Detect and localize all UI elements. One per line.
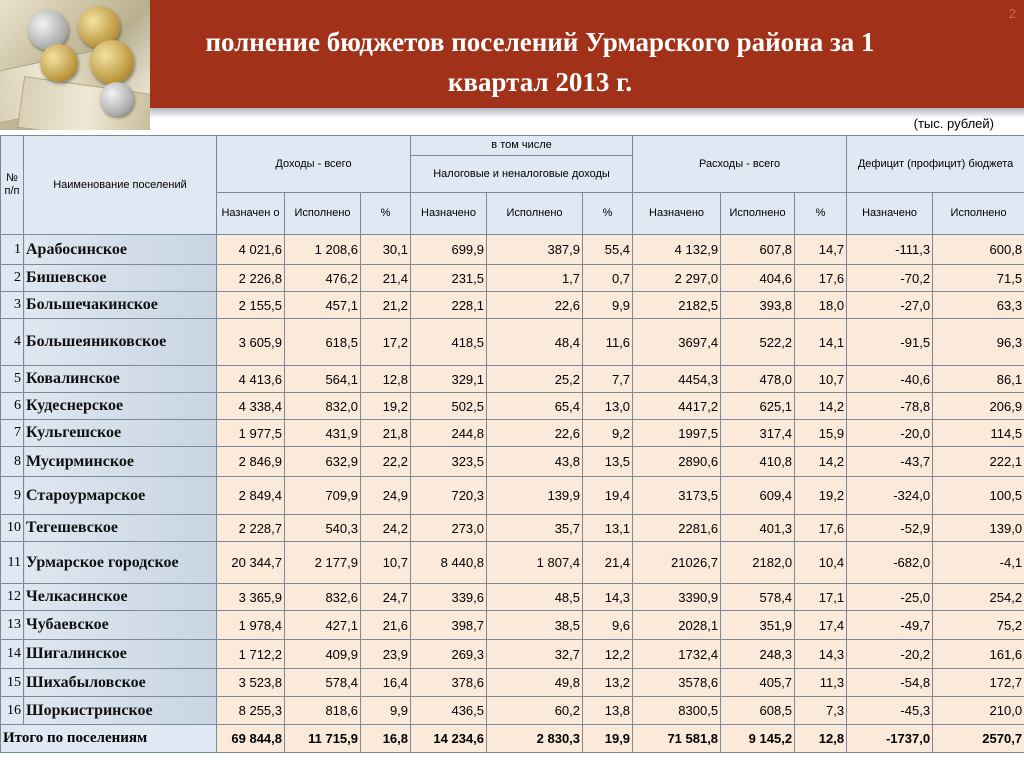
- cell-exp-a: 4454,3: [633, 366, 721, 393]
- cell-exp-a: 3173,5: [633, 477, 721, 515]
- cell-inc-p: 19,2: [361, 393, 411, 420]
- cell-exp-e: 401,3: [721, 515, 795, 542]
- cell-exp-e: 607,8: [721, 235, 795, 265]
- header-expenses-percent: %: [795, 193, 847, 235]
- cell-inc-p: 9,9: [361, 697, 411, 725]
- cell-tax-p: 55,4: [583, 235, 633, 265]
- cell-inc-a: 2 228,7: [217, 515, 285, 542]
- page-title: [140, 22, 940, 102]
- cell-tax-p: 12,2: [583, 640, 633, 669]
- total-inc-e: 11 715,9: [285, 725, 361, 753]
- cell-inc-e: 832,0: [285, 393, 361, 420]
- cell-exp-a: 3390,9: [633, 584, 721, 611]
- cell-exp-a: 4417,2: [633, 393, 721, 420]
- cell-def-e: 254,2: [933, 584, 1024, 611]
- cell-def-e: 172,7: [933, 669, 1024, 697]
- settlement-name: Челкасинское: [24, 584, 217, 611]
- table-row: [1, 265, 1024, 292]
- table-row: [1, 542, 1024, 584]
- cell-inc-a: 2 226,8: [217, 265, 285, 292]
- table-row: [1, 319, 1024, 366]
- cell-def-e: 71,5: [933, 265, 1024, 292]
- cell-tax-p: 13,8: [583, 697, 633, 725]
- cell-def-e: 210,0: [933, 697, 1024, 725]
- cell-tax-p: 0,7: [583, 265, 633, 292]
- cell-def-a: -40,6: [847, 366, 933, 393]
- total-inc-a: 69 844,8: [217, 725, 285, 753]
- row-number: 5: [1, 366, 24, 393]
- cell-def-a: -78,8: [847, 393, 933, 420]
- cell-exp-p: 14,2: [795, 393, 847, 420]
- cell-exp-e: 625,1: [721, 393, 795, 420]
- cell-inc-e: 618,5: [285, 319, 361, 366]
- cell-inc-e: 476,2: [285, 265, 361, 292]
- row-number: 12: [1, 584, 24, 611]
- cell-tax-a: 323,5: [411, 447, 487, 477]
- coin-graphic: [100, 82, 134, 116]
- cell-exp-p: 14,1: [795, 319, 847, 366]
- cell-inc-p: 17,2: [361, 319, 411, 366]
- slide-number: 2: [1008, 6, 1016, 21]
- cell-inc-a: 1 712,2: [217, 640, 285, 669]
- cell-def-e: 96,3: [933, 319, 1024, 366]
- header-deficit-executed: Исполнено: [933, 193, 1024, 235]
- total-inc-p: 16,8: [361, 725, 411, 753]
- total-tax-a: 14 234,6: [411, 725, 487, 753]
- cell-exp-e: 317,4: [721, 420, 795, 447]
- cell-tax-p: 9,2: [583, 420, 633, 447]
- total-exp-a: 71 581,8: [633, 725, 721, 753]
- table-row: [1, 477, 1024, 515]
- cell-inc-e: 431,9: [285, 420, 361, 447]
- cell-def-e: -4,1: [933, 542, 1024, 584]
- cell-inc-a: 1 977,5: [217, 420, 285, 447]
- settlement-name: Шоркистринское: [24, 697, 217, 725]
- cell-inc-a: 20 344,7: [217, 542, 285, 584]
- cell-def-e: 222,1: [933, 447, 1024, 477]
- cell-exp-p: 14,2: [795, 447, 847, 477]
- settlement-name: Большеяниковское: [24, 319, 217, 366]
- cell-tax-e: 139,9: [487, 477, 583, 515]
- cell-exp-p: 11,3: [795, 669, 847, 697]
- cell-inc-a: 2 155,5: [217, 292, 285, 319]
- title-line-1: полнение бюджетов поселений Урмарского района за 1: [205, 27, 875, 57]
- cell-inc-e: 1 208,6: [285, 235, 361, 265]
- cell-inc-e: 2 177,9: [285, 542, 361, 584]
- cell-exp-p: 10,7: [795, 366, 847, 393]
- cell-inc-a: 2 849,4: [217, 477, 285, 515]
- cell-exp-p: 10,4: [795, 542, 847, 584]
- cell-tax-a: 8 440,8: [411, 542, 487, 584]
- cell-inc-a: 8 255,3: [217, 697, 285, 725]
- cell-exp-p: 17,6: [795, 515, 847, 542]
- table-row: [1, 640, 1024, 669]
- table-row: [1, 611, 1024, 640]
- budget-table: [0, 135, 1024, 753]
- cell-inc-e: 632,9: [285, 447, 361, 477]
- cell-exp-p: 14,7: [795, 235, 847, 265]
- row-number: 14: [1, 640, 24, 669]
- header-including: в том числе: [411, 136, 633, 156]
- settlement-name: Тегешевское: [24, 515, 217, 542]
- cell-exp-e: 404,6: [721, 265, 795, 292]
- header-expenses: Расходы - всего: [633, 136, 847, 193]
- settlement-name: Шихабыловское: [24, 669, 217, 697]
- cell-def-a: -324,0: [847, 477, 933, 515]
- cell-tax-e: 22,6: [487, 292, 583, 319]
- row-number: 8: [1, 447, 24, 477]
- settlement-name: Арабосинское: [24, 235, 217, 265]
- cell-inc-p: 24,2: [361, 515, 411, 542]
- cell-exp-a: 8300,5: [633, 697, 721, 725]
- cell-exp-p: 7,3: [795, 697, 847, 725]
- cell-inc-e: 409,9: [285, 640, 361, 669]
- cell-exp-e: 405,7: [721, 669, 795, 697]
- cell-tax-e: 48,4: [487, 319, 583, 366]
- cell-exp-a: 2890,6: [633, 447, 721, 477]
- header-name: Наименование поселений: [24, 136, 217, 235]
- cell-def-a: -52,9: [847, 515, 933, 542]
- table-row: [1, 420, 1024, 447]
- cell-inc-p: 21,4: [361, 265, 411, 292]
- cell-inc-a: 3 605,9: [217, 319, 285, 366]
- table-row: [1, 366, 1024, 393]
- settlement-name: Мусирминское: [24, 447, 217, 477]
- header-deficit-assigned: Назначено: [847, 193, 933, 235]
- cell-inc-e: 457,1: [285, 292, 361, 319]
- cell-exp-a: 2182,5: [633, 292, 721, 319]
- cell-exp-e: 609,4: [721, 477, 795, 515]
- cell-tax-e: 1,7: [487, 265, 583, 292]
- cell-tax-e: 60,2: [487, 697, 583, 725]
- cell-inc-e: 427,1: [285, 611, 361, 640]
- settlement-name: Шигалинское: [24, 640, 217, 669]
- table-body: [1, 235, 1024, 753]
- cell-exp-p: 19,2: [795, 477, 847, 515]
- cell-exp-a: 3578,6: [633, 669, 721, 697]
- row-number: 6: [1, 393, 24, 420]
- row-number: 16: [1, 697, 24, 725]
- cell-def-e: 75,2: [933, 611, 1024, 640]
- cell-exp-p: 14,3: [795, 640, 847, 669]
- cell-exp-a: 2028,1: [633, 611, 721, 640]
- cell-inc-a: 2 846,9: [217, 447, 285, 477]
- total-row: [1, 725, 1024, 753]
- cell-tax-e: 387,9: [487, 235, 583, 265]
- total-tax-p: 19,9: [583, 725, 633, 753]
- cell-exp-a: 4 132,9: [633, 235, 721, 265]
- header-expenses-assigned: Назначено: [633, 193, 721, 235]
- cell-inc-p: 21,2: [361, 292, 411, 319]
- cell-exp-p: 15,9: [795, 420, 847, 447]
- cell-def-e: 86,1: [933, 366, 1024, 393]
- header-tax-executed: Исполнено: [487, 193, 583, 235]
- cell-tax-a: 398,7: [411, 611, 487, 640]
- settlement-name: Чубаевское: [24, 611, 217, 640]
- coin-graphic: [90, 40, 134, 84]
- cell-exp-p: 18,0: [795, 292, 847, 319]
- row-number: 13: [1, 611, 24, 640]
- settlement-name: Урмарское городское: [24, 542, 217, 584]
- cell-inc-e: 578,4: [285, 669, 361, 697]
- cell-inc-e: 709,9: [285, 477, 361, 515]
- settlement-name: Кудеснерское: [24, 393, 217, 420]
- cell-tax-a: 273,0: [411, 515, 487, 542]
- total-exp-e: 9 145,2: [721, 725, 795, 753]
- cell-tax-a: 244,8: [411, 420, 487, 447]
- cell-exp-a: 1732,4: [633, 640, 721, 669]
- header-tax-income: Налоговые и неналоговые доходы: [411, 156, 633, 193]
- row-number: 15: [1, 669, 24, 697]
- cell-tax-a: 502,5: [411, 393, 487, 420]
- header-deficit: Дефицит (профицит) бюджета: [847, 136, 1024, 193]
- settlement-name: Ковалинское: [24, 366, 217, 393]
- cell-tax-e: 22,6: [487, 420, 583, 447]
- cell-inc-a: 3 523,8: [217, 669, 285, 697]
- total-def-e: 2570,7: [933, 725, 1024, 753]
- cell-def-a: -91,5: [847, 319, 933, 366]
- table-row: [1, 393, 1024, 420]
- cell-inc-a: 4 021,6: [217, 235, 285, 265]
- cell-exp-e: 351,9: [721, 611, 795, 640]
- settlement-name: Бишевское: [24, 265, 217, 292]
- cell-inc-p: 10,7: [361, 542, 411, 584]
- cell-tax-p: 14,3: [583, 584, 633, 611]
- coins-money-image: [0, 0, 150, 130]
- cell-exp-e: 393,8: [721, 292, 795, 319]
- cell-tax-e: 38,5: [487, 611, 583, 640]
- table-row: [1, 584, 1024, 611]
- settlement-name: Староурмарское: [24, 477, 217, 515]
- cell-tax-a: 418,5: [411, 319, 487, 366]
- coin-graphic: [40, 44, 78, 82]
- table-row: [1, 697, 1024, 725]
- cell-tax-e: 49,8: [487, 669, 583, 697]
- cell-def-e: 161,6: [933, 640, 1024, 669]
- header-expenses-executed: Исполнено: [721, 193, 795, 235]
- row-number: 7: [1, 420, 24, 447]
- cell-inc-p: 16,4: [361, 669, 411, 697]
- cell-def-e: 63,3: [933, 292, 1024, 319]
- header-tax-percent: %: [583, 193, 633, 235]
- cell-tax-a: 269,3: [411, 640, 487, 669]
- row-number: 11: [1, 542, 24, 584]
- table-row: [1, 669, 1024, 697]
- cell-exp-a: 2 297,0: [633, 265, 721, 292]
- cell-def-a: -43,7: [847, 447, 933, 477]
- cell-tax-e: 32,7: [487, 640, 583, 669]
- row-number: 10: [1, 515, 24, 542]
- total-tax-e: 2 830,3: [487, 725, 583, 753]
- cell-exp-e: 248,3: [721, 640, 795, 669]
- cell-def-e: 139,0: [933, 515, 1024, 542]
- cell-def-e: 114,5: [933, 420, 1024, 447]
- cell-def-a: -111,3: [847, 235, 933, 265]
- cell-exp-e: 608,5: [721, 697, 795, 725]
- cell-tax-e: 48,5: [487, 584, 583, 611]
- cell-tax-a: 378,6: [411, 669, 487, 697]
- cell-tax-p: 19,4: [583, 477, 633, 515]
- cell-inc-p: 21,8: [361, 420, 411, 447]
- cell-exp-p: 17,4: [795, 611, 847, 640]
- banner-shadow: [0, 108, 1024, 118]
- title-line-2: квартал 2013 г.: [447, 67, 633, 97]
- row-number: 4: [1, 319, 24, 366]
- cell-inc-a: 4 413,6: [217, 366, 285, 393]
- cell-def-a: -25,0: [847, 584, 933, 611]
- cell-inc-a: 4 338,4: [217, 393, 285, 420]
- cell-def-a: -682,0: [847, 542, 933, 584]
- row-number: 3: [1, 292, 24, 319]
- settlement-name: Большечакинское: [24, 292, 217, 319]
- cell-tax-e: 1 807,4: [487, 542, 583, 584]
- cell-def-a: -49,7: [847, 611, 933, 640]
- cell-exp-a: 2281,6: [633, 515, 721, 542]
- cell-tax-a: 228,1: [411, 292, 487, 319]
- cell-def-a: -70,2: [847, 265, 933, 292]
- cell-inc-p: 21,6: [361, 611, 411, 640]
- cell-tax-p: 13,0: [583, 393, 633, 420]
- cell-exp-a: 3697,4: [633, 319, 721, 366]
- cell-inc-e: 564,1: [285, 366, 361, 393]
- cell-tax-a: 436,5: [411, 697, 487, 725]
- units-label: (тыс. рублей): [913, 116, 994, 131]
- table-row: [1, 515, 1024, 542]
- cell-exp-p: 17,1: [795, 584, 847, 611]
- cell-tax-p: 9,9: [583, 292, 633, 319]
- cell-tax-p: 13,1: [583, 515, 633, 542]
- cell-exp-e: 522,2: [721, 319, 795, 366]
- cell-tax-e: 35,7: [487, 515, 583, 542]
- table-row: [1, 447, 1024, 477]
- cell-tax-e: 65,4: [487, 393, 583, 420]
- cell-exp-e: 478,0: [721, 366, 795, 393]
- cell-tax-a: 720,3: [411, 477, 487, 515]
- cell-inc-e: 818,6: [285, 697, 361, 725]
- header-income-assigned: Назначен о: [217, 193, 285, 235]
- row-number: 9: [1, 477, 24, 515]
- cell-inc-p: 12,8: [361, 366, 411, 393]
- total-exp-p: 12,8: [795, 725, 847, 753]
- row-number: 2: [1, 265, 24, 292]
- cell-inc-e: 832,6: [285, 584, 361, 611]
- cell-def-a: -54,8: [847, 669, 933, 697]
- cell-tax-e: 43,8: [487, 447, 583, 477]
- cell-inc-p: 30,1: [361, 235, 411, 265]
- cell-inc-p: 23,9: [361, 640, 411, 669]
- cell-exp-a: 1997,5: [633, 420, 721, 447]
- cell-def-e: 206,9: [933, 393, 1024, 420]
- cell-def-a: -45,3: [847, 697, 933, 725]
- cell-inc-a: 1 978,4: [217, 611, 285, 640]
- cell-tax-e: 25,2: [487, 366, 583, 393]
- cell-inc-p: 22,2: [361, 447, 411, 477]
- cell-exp-e: 2182,0: [721, 542, 795, 584]
- header-income-percent: %: [361, 193, 411, 235]
- cell-def-a: -20,2: [847, 640, 933, 669]
- header-income-executed: Исполнено: [285, 193, 361, 235]
- cell-inc-a: 3 365,9: [217, 584, 285, 611]
- cell-def-a: -27,0: [847, 292, 933, 319]
- row-number: 1: [1, 235, 24, 265]
- header-number: № п/п: [1, 136, 24, 235]
- cell-inc-p: 24,9: [361, 477, 411, 515]
- cell-exp-e: 578,4: [721, 584, 795, 611]
- cell-def-e: 100,5: [933, 477, 1024, 515]
- cell-tax-p: 9,6: [583, 611, 633, 640]
- cell-tax-a: 699,9: [411, 235, 487, 265]
- cell-tax-p: 13,5: [583, 447, 633, 477]
- cell-tax-a: 329,1: [411, 366, 487, 393]
- table-row: [1, 235, 1024, 265]
- cell-tax-p: 21,4: [583, 542, 633, 584]
- cell-inc-e: 540,3: [285, 515, 361, 542]
- header-tax-assigned: Назначено: [411, 193, 487, 235]
- table-row: [1, 292, 1024, 319]
- cell-tax-p: 7,7: [583, 366, 633, 393]
- cell-exp-p: 17,6: [795, 265, 847, 292]
- cell-inc-p: 24,7: [361, 584, 411, 611]
- cell-tax-a: 231,5: [411, 265, 487, 292]
- settlement-name: Кульгешское: [24, 420, 217, 447]
- total-label: Итого по поселениям: [1, 725, 217, 753]
- header-income-total: Доходы - всего: [217, 136, 411, 193]
- cell-def-a: -20,0: [847, 420, 933, 447]
- cell-def-e: 600,8: [933, 235, 1024, 265]
- cell-tax-p: 13,2: [583, 669, 633, 697]
- cell-tax-a: 339,6: [411, 584, 487, 611]
- cell-tax-p: 11,6: [583, 319, 633, 366]
- cell-exp-e: 410,8: [721, 447, 795, 477]
- cell-exp-a: 21026,7: [633, 542, 721, 584]
- total-def-a: -1737,0: [847, 725, 933, 753]
